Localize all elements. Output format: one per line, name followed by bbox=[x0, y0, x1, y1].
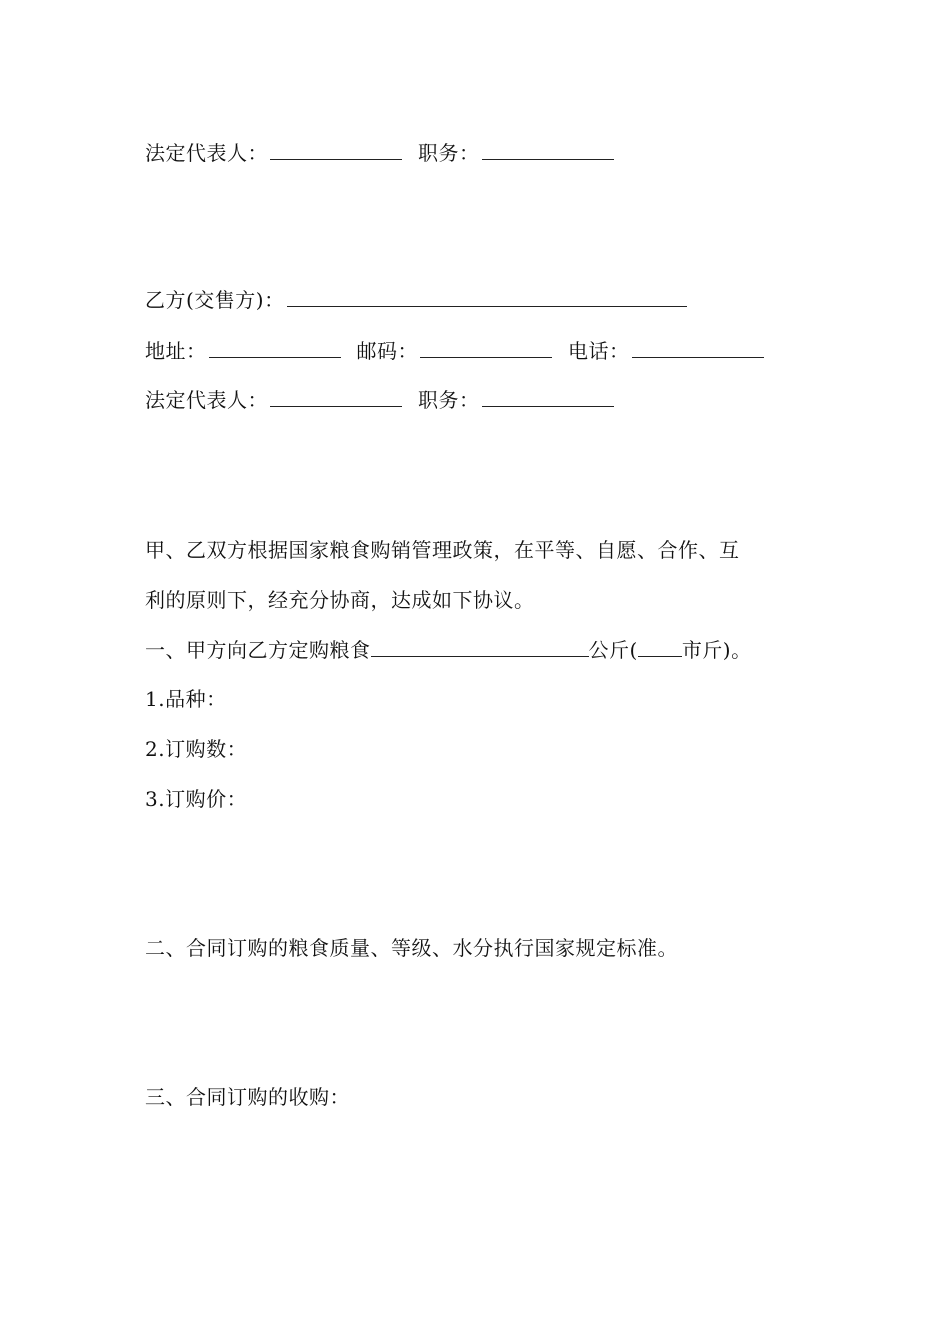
party-a-position-blank[interactable] bbox=[482, 141, 614, 160]
clause-1-heading bbox=[145, 637, 752, 663]
address-blank[interactable] bbox=[209, 339, 341, 358]
clause-1-item: 3.订购价： bbox=[145, 787, 248, 811]
party-a-position-label: 职务： bbox=[418, 141, 480, 165]
party-b-position-label: 职务： bbox=[418, 388, 480, 412]
postcode-blank[interactable] bbox=[420, 339, 552, 358]
party-b-rep-row bbox=[145, 387, 616, 413]
postcode-label: 邮码： bbox=[356, 339, 418, 363]
clause-1-unit-kg: 公斤( bbox=[588, 638, 638, 662]
grain-jin-blank[interactable] bbox=[638, 638, 682, 657]
party-a-rep-label: 法定代表人： bbox=[145, 141, 268, 165]
address-label: 地址： bbox=[145, 339, 207, 363]
clause-1-item: 1.品种： bbox=[145, 687, 227, 711]
intro-line-2: 利的原则下，经充分协商，达成如下协议。 bbox=[145, 588, 535, 612]
phone-label: 电话： bbox=[568, 339, 630, 363]
party-a-rep-row bbox=[145, 140, 616, 166]
party-b-title: 乙方(交售方)： bbox=[145, 288, 285, 312]
intro-line-1: 甲、乙双方根据国家粮食购销管理政策，在平等、自愿、合作、互 bbox=[145, 538, 740, 562]
clause-3: 三、合同订购的收购： bbox=[145, 1085, 350, 1109]
party-b-position-blank[interactable] bbox=[482, 388, 614, 407]
phone-blank[interactable] bbox=[632, 339, 764, 358]
party-b-contact-row bbox=[145, 338, 766, 364]
party-a-rep-blank[interactable] bbox=[270, 141, 402, 160]
grain-quantity-blank[interactable] bbox=[371, 638, 589, 657]
party-b-row bbox=[145, 287, 689, 313]
party-b-name-blank[interactable] bbox=[287, 288, 687, 307]
clause-1-unit-jin: 市斤)。 bbox=[681, 638, 752, 662]
clause-2: 二、合同订购的粮食质量、等级、水分执行国家规定标准。 bbox=[145, 936, 678, 960]
clause-1-item: 2.订购数： bbox=[145, 737, 248, 761]
party-b-rep-label: 法定代表人： bbox=[145, 388, 268, 412]
clause-1-prefix: 一、甲方向乙方定购粮食 bbox=[145, 638, 371, 662]
party-b-rep-blank[interactable] bbox=[270, 388, 402, 407]
